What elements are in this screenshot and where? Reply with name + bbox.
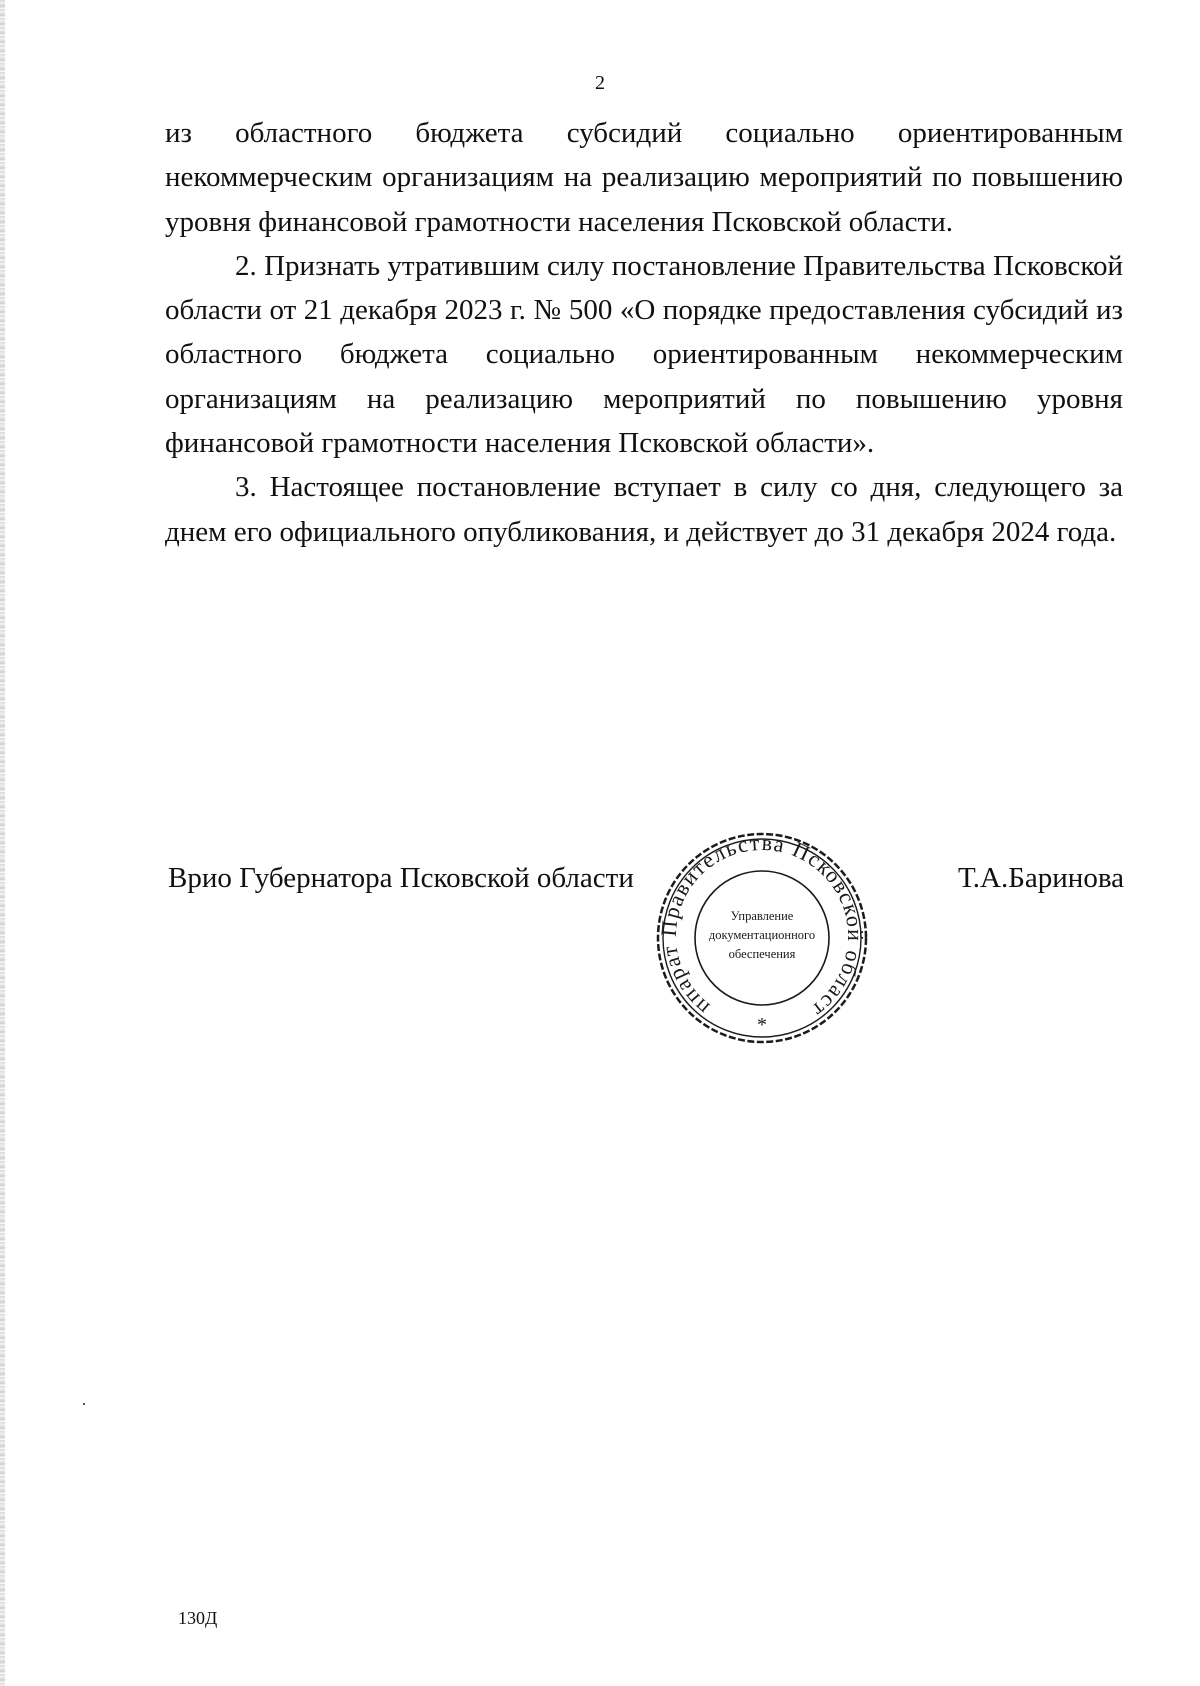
seal-inner-line-3: обеспечения xyxy=(728,947,796,961)
signatory-position: Врио Губернатора Псковской области xyxy=(168,862,634,894)
seal-graphic xyxy=(652,828,872,1048)
scan-speck xyxy=(83,1403,85,1405)
paragraph-item-3: 3. Настоящее постановление вступает в силу со дня, следующего за днем его официального опубликования, и действует до 31 декабря 2024 года. xyxy=(165,471,1123,548)
paragraph-continuation: из областного бюджета субсидий социально ориентированным некоммерческим организациям на реализацию мероприятий по повышению уровня финансовой грамотности населения Псковской области. xyxy=(165,117,1123,238)
document-body xyxy=(165,111,1123,554)
official-seal xyxy=(652,828,872,1048)
seal-star-icon: * xyxy=(757,1014,767,1036)
paragraph-item-2: 2. Признать утратившим силу постановление Правительства Псковской области от 21 декабря 2023 г. № 500 «О порядке предоставления субсидий из областного бюджета социально ориентированным некоммерческим организациям на реализацию мероприятий по повышению уровня финансовой грамотности населения Псковской области». xyxy=(165,249,1123,460)
seal-inner-line-1: Управление xyxy=(730,909,794,923)
seal-outer-text: ппарат Правительства Псковской област xyxy=(655,829,869,1024)
seal-inner-line-2: документационного xyxy=(708,928,816,942)
signatory-name: Т.А.Баринова xyxy=(958,862,1124,894)
scan-edge xyxy=(0,0,5,1686)
footer-code: 130Д xyxy=(178,1608,218,1628)
page-number: 2 xyxy=(595,72,605,94)
